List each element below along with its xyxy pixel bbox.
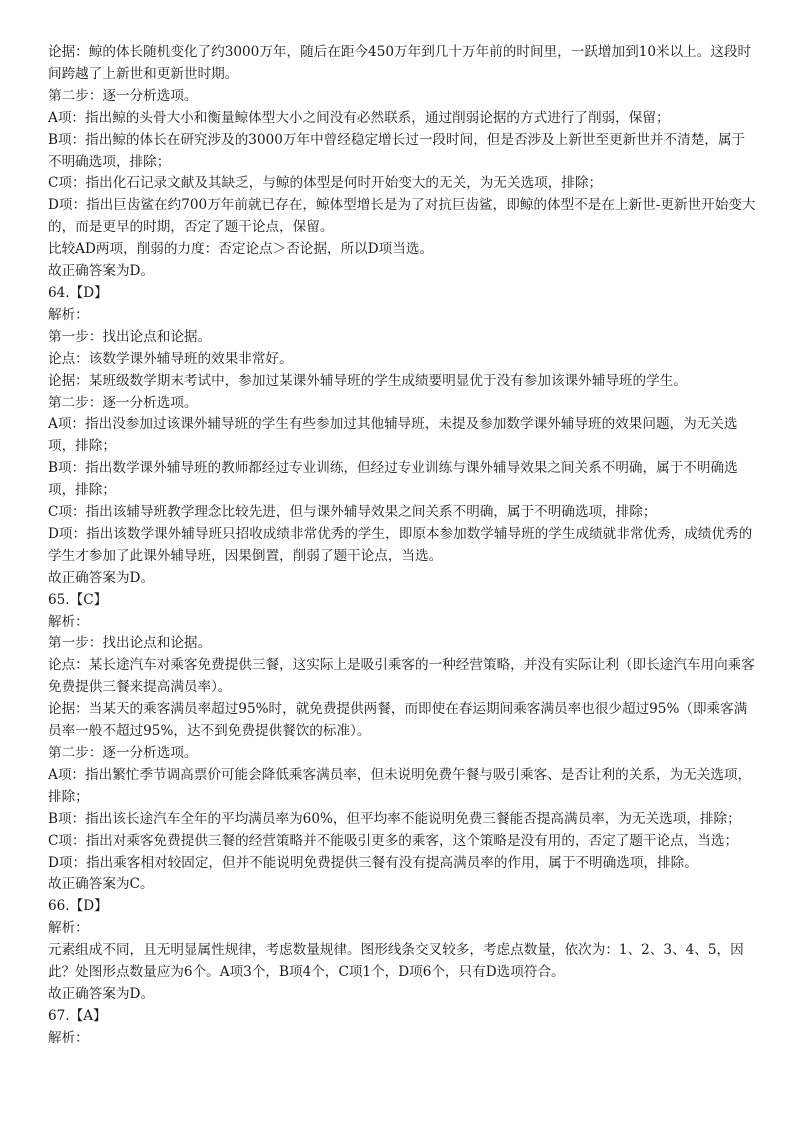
question-number: 64.【D】	[48, 284, 108, 301]
text-line: C项：指出该辅导班教学理念比较先进，但与课外辅导效果之间关系不明确，属于不明确选项，排除；	[48, 504, 657, 521]
text-line: C项：指出化石记录文献及其缺乏，与鲸的体型是何时开始变大的无关，为无关选项，排除；	[48, 175, 603, 192]
text-line: 论据：某班级数学期末考试中，参加过某课外辅导班的学生成绩要明显优于没有参加该课外辅导班的学生。	[48, 372, 687, 389]
text-line: 第一步：找出论点和论据。	[48, 635, 212, 652]
text-line: A项：指出鲸的头骨大小和衡量鲸体型大小之间没有必然联系，通过削弱论据的方式进行了削弱，保留；	[48, 109, 670, 126]
text-line: 故正确答案为C。	[48, 876, 154, 893]
text-line: B项：指出数学课外辅导班的教师都经过专业训练，但经过专业训练与课外辅导效果之间关系不明确，属于不明确选项，排除；	[48, 460, 738, 499]
text-line: D项：指出巨齿鲨在约700万年前就已存在，鲸体型增长是为了对抗巨齿鲨，即鲸的体型不是在上新世-更新世开始变大的，而是更早的时期，否定了题干论点，保留。	[48, 197, 756, 236]
text-line: 故正确答案为D。	[48, 985, 155, 1002]
text-line: B项：指出鲸的体长在研究涉及的3000万年中曾经稳定增长过一段时间，但是否涉及上新世至更新世并不清楚，属于不明确选项，排除；	[48, 131, 746, 170]
question-number: 66.【D】	[48, 898, 108, 915]
answer-explanations	[48, 42, 758, 1050]
question-number: 65.【C】	[48, 591, 108, 608]
question-number: 67.【A】	[48, 1007, 107, 1024]
text-line: 第一步：找出论点和论据。	[48, 328, 212, 345]
text-line: 第二步：逐一分析选项。	[48, 87, 198, 104]
text-line: 论点：某长途汽车对乘客免费提供三餐，这实际上是吸引乘客的一种经营策略，并没有实际让利（即长途汽车用向乘客免费提供三餐来提高满员率）。	[48, 657, 755, 696]
text-line: 解析：	[48, 1029, 89, 1046]
text-line: 论点：该数学课外辅导班的效果非常好。	[48, 350, 293, 367]
text-line: A项：指出繁忙季节调高票价可能会降低乘客满员率，但未说明免费午餐与吸引乘客、是否让利的关系，为无关选项，排除；	[48, 766, 752, 805]
text-line: 比较AD两项，削弱的力度：否定论点＞否论据，所以D项当选。	[48, 241, 434, 258]
text-line: 第二步：逐一分析选项。	[48, 745, 198, 761]
text-line: 故正确答案为D。	[48, 263, 155, 280]
text-line: D项：指出该数学课外辅导班只招收成绩非常优秀的学生，即原本参加数学辅导班的学生成绩就非常优秀，成绩优秀的学生才参加了此课外辅导班，因果倒置，削弱了题干论点，当选。	[48, 525, 753, 564]
text-line: 解析：	[48, 306, 89, 323]
text-line: 解析：	[48, 920, 89, 937]
text-line: C项：指出对乘客免费提供三餐的经营策略并不能吸引更多的乘客，这个策略是没有用的，否定了题干论点，当选；	[48, 832, 739, 849]
text-line: D项：指出乘客相对较固定，但并不能说明免费提供三餐有没有提高满员率的作用，属于不明确选项，排除。	[48, 854, 698, 871]
text-line: 论据：鲸的体长随机变化了约3000万年，随后在距今450万年到几十万年前的时间里，一跃增加到10米以上。这段时间跨越了上新世和更新世时期。	[48, 44, 752, 82]
text-line: 故正确答案为D。	[48, 569, 155, 586]
text-line: 论据：当某天的乘客满员率超过95%时，就免费提供两餐，而即使在春运期间乘客满员率也很少超过95%（即乘客满员率一般不超过95%，达不到免费提供餐饮的标准）。	[48, 701, 748, 740]
text-line: 第二步：逐一分析选项。	[48, 394, 198, 411]
text-line: B项：指出该长途汽车全年的平均满员率为60%，但平均率不能说明免费三餐能否提高满员率，为无关选项，排除；	[48, 810, 741, 827]
text-line: 元素组成不同，且无明显属性规律，考虑数量规律。图形线条交叉较多，考虑点数量，依次为：1、2、3、4、5，因此？处图形点数量应为6个。A项3个，B项4个，C项1个，D项6个，只有D选项符合。	[48, 942, 744, 981]
text-line: A项：指出没参加过该课外辅导班的学生有些参加过其他辅导班，未提及参加数学课外辅导班的效果问题，为无关选项，排除；	[48, 416, 738, 455]
text-line: 解析：	[48, 613, 89, 630]
